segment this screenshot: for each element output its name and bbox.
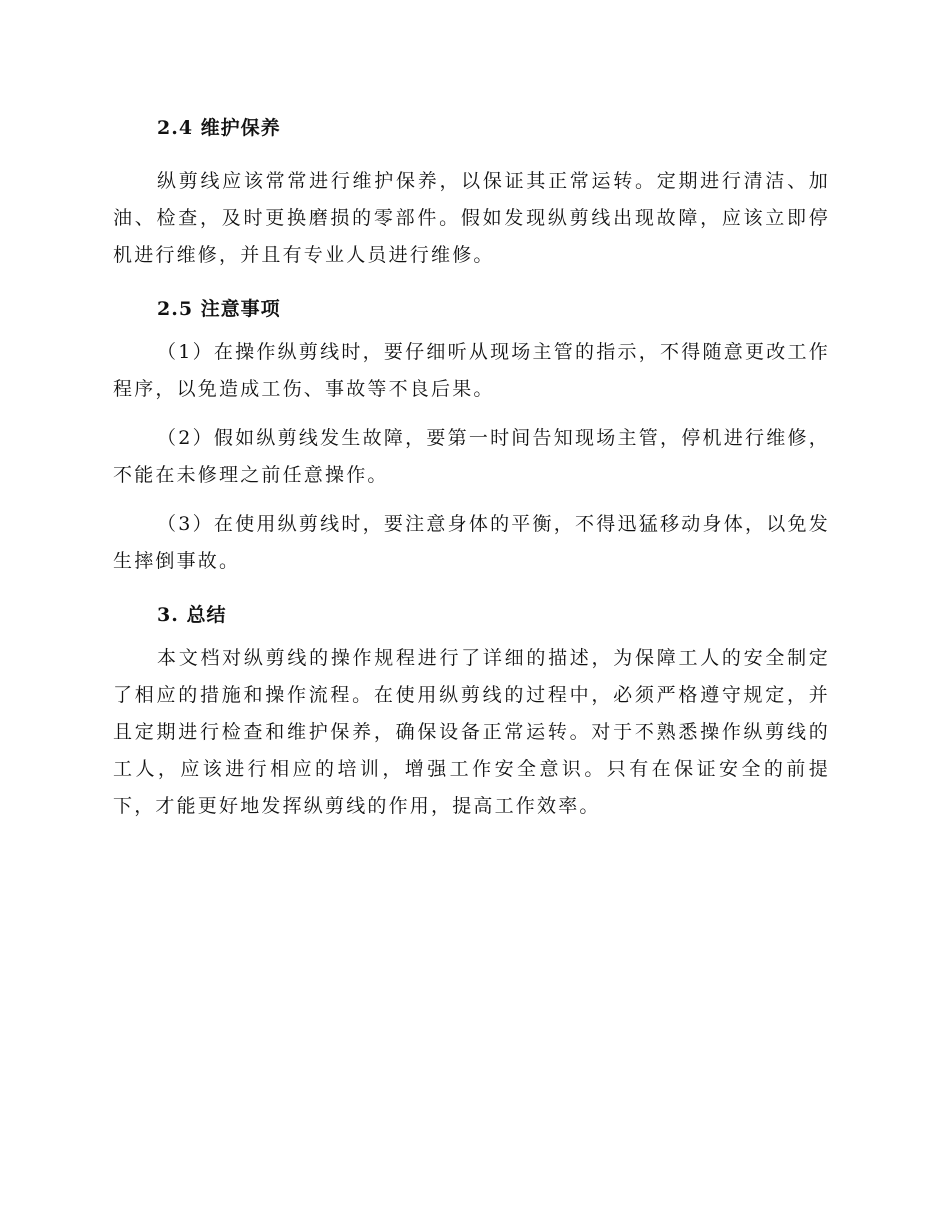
summary-paragraph: 本文档对纵剪线的操作规程进行了详细的描述，为保障工人的安全制定了相应的措施和操作流程。在使用纵剪线的过程中，必须严格遵守规定，并且定期进行检查和维护保养，确保设备正常运转。对于不熟悉操作纵剪线的工人，应该进行相应的培训，增强工作安全意识。只有在保证安全的前提下，才能更好地发挥纵剪线的作用，提高工作效率。 bbox=[113, 647, 830, 817]
section-heading-summary: 3. 总结 bbox=[157, 604, 227, 626]
section-heading-precautions: 2.5 注意事项 bbox=[157, 298, 281, 320]
precaution-item-3: （3）在使用纵剪线时，要注意身体的平衡，不得迅猛移动身体，以免发生摔倒事故。 bbox=[113, 513, 830, 572]
precaution-item-1: （1）在操作纵剪线时，要仔细听从现场主管的指示，不得随意更改工作程序，以免造成工伤、事故等不良后果。 bbox=[113, 341, 830, 400]
section-heading-maintenance: 2.4 维护保养 bbox=[157, 117, 281, 139]
maintenance-paragraph: 纵剪线应该常常进行维护保养，以保证其正常运转。定期进行清洁、加油、检查，及时更换磨损的零部件。假如发现纵剪线出现故障，应该立即停机进行维修，并且有专业人员进行维修。 bbox=[113, 170, 830, 266]
document-body bbox=[113, 112, 830, 825]
precaution-item-2: （2）假如纵剪线发生故障，要第一时间告知现场主管，停机进行维修，不能在未修理之前任意操作。 bbox=[113, 427, 830, 486]
